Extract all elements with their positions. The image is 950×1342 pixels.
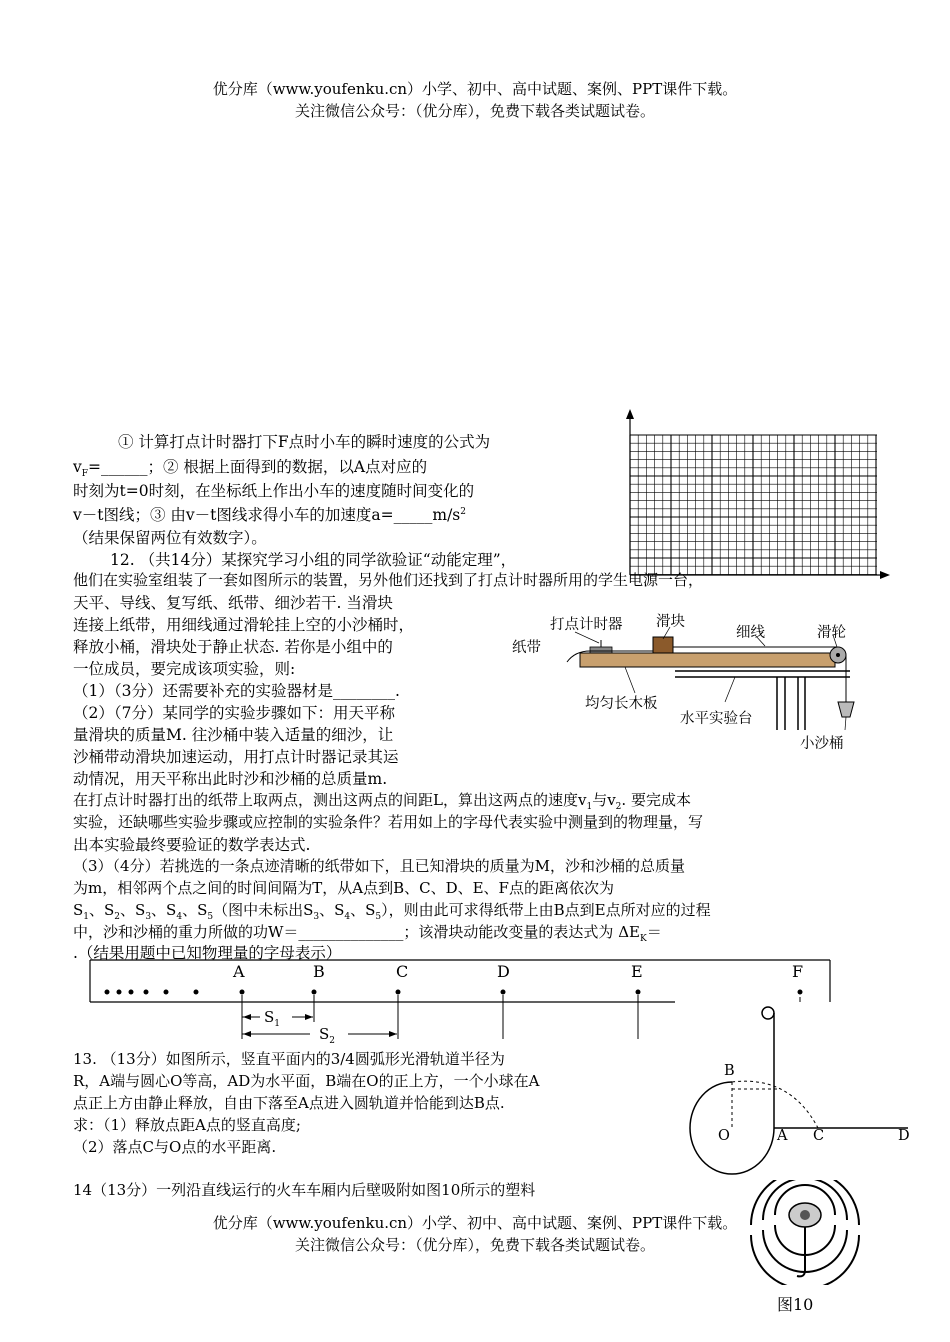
label-tape: 纸带 — [512, 640, 541, 656]
footer-line-1: 优分库（www.youfenku.cn）小学、初中、高中试题、案例、PPT课件下载。 — [212, 1214, 738, 1232]
tape-dot — [164, 990, 169, 995]
tape-label-e: E — [631, 962, 643, 981]
label-bucket: 小沙桶 — [800, 736, 844, 752]
fig13-label-a: A — [777, 1128, 788, 1144]
slider-block — [653, 637, 673, 653]
q12-line-8: （2）（7分）某同学的实验步骤如下：用天平称 — [73, 704, 395, 722]
fig13-label-d: D — [898, 1128, 910, 1144]
tape-dot — [117, 990, 122, 995]
tape-point-f — [798, 990, 803, 995]
label-table: 水平实验台 — [680, 711, 753, 727]
label-slider: 滑块 — [656, 614, 685, 630]
q13-line-2: R，A端与圆心O等高，AD为水平面，B端在O的正上方，一个小球在A — [73, 1072, 540, 1090]
tape-label-s2: $S_2$ — [319, 1025, 336, 1046]
tape-point-c — [396, 990, 401, 995]
tape-dot — [144, 990, 149, 995]
timer-device — [590, 647, 612, 653]
q13-line-5: （2）落点C与O点的水平距离. — [73, 1138, 277, 1156]
q12-line-13: 实验，还缺哪些实验步骤或应控制的实验条件？若用如上的字母代表实验中测量到的物理量，写 — [73, 813, 704, 831]
q11-line-4: v－t图线；③ 由v－t图线求得小车的加速度$a=\_\_\_\_\_m/s^2$ — [73, 506, 466, 524]
q14-line-1: 14（13分）一列沿直线运行的火车车厢内后壁吸附如图10所示的塑料 — [73, 1181, 536, 1199]
q12-line-19: .（结果用题中已知物理量的字母表示） — [73, 944, 342, 962]
fig10-label: 图10 — [777, 1295, 814, 1314]
label-timer: 打点计时器 — [550, 617, 623, 633]
circular-track-figure — [680, 1005, 920, 1175]
q12-line-14: 出本实验最终要验证的数学表达式. — [73, 836, 311, 854]
q12-line-3: 天平、导线、复写纸、纸带、细沙若干. 当滑块 — [73, 594, 393, 612]
tape-label-f: F — [792, 962, 804, 981]
trajectory — [732, 1081, 818, 1128]
footer-line-2: 关注微信公众号：（优分库），免费下载各类试题试卷。 — [294, 1236, 655, 1254]
fig13-label-b: B — [724, 1063, 735, 1079]
tape-label-s1: $S_1$ — [264, 1008, 281, 1029]
wooden-board — [580, 653, 835, 667]
q11-line-2: $v_F=\_\_\_\_\_\_$；② 根据上面得到的数据，以A点对应的 — [73, 458, 428, 480]
tape-dot — [194, 990, 199, 995]
header-line-2: 关注微信公众号：（优分库），免费下载各类试题试卷。 — [294, 102, 655, 120]
q12-line-4: 连接上纸带，用细线通过滑轮挂上空的小沙桶时， — [73, 616, 415, 634]
q12-line-2: 他们在实验室组装了一套如图所示的装置，另外他们还找到了打点计时器所用的学生电源一台， — [73, 571, 704, 589]
q11-line-5: （结果保留两位有效数字）。 — [73, 529, 267, 547]
tape-dot — [105, 990, 110, 995]
q11-line-3: 时刻为t=0时刻，在坐标纸上作出小车的速度随时间变化的 — [73, 482, 475, 500]
label-pulley: 滑轮 — [817, 625, 846, 641]
label-board: 均匀长木板 — [585, 696, 658, 712]
q12-line-10: 沙桶带动滑块加速运动，用打点计时器记录其运 — [73, 748, 399, 766]
q12-line-17: $S_1$、$S_2$、$S_3$、$S_4$、$S_5$（图中未标出$S_3$、$S_4$、$S_5$），则由此可求得纸带上由B点到E点所对应的过程 — [73, 901, 711, 922]
tape-dot — [129, 990, 134, 995]
tape-point-e — [636, 990, 641, 995]
tape-point-a — [240, 990, 245, 995]
q12-line-9: 量滑块的质量M. 往沙桶中装入适量的细沙，让 — [73, 726, 394, 744]
q13-line-3: 点正上方由静止释放，自由下落至A点进入圆轨道并恰能到达B点. — [73, 1094, 505, 1112]
q12-line-6: 一位成员，要完成该项实验，则: — [73, 660, 296, 678]
q13-line-1: 13. （13分）如图所示，竖直平面内的3/4圆弧形光滑轨道半径为 — [73, 1050, 505, 1068]
tape-label-c: C — [396, 962, 409, 981]
fig13-label-o: O — [718, 1128, 730, 1144]
tape-label-b: B — [313, 962, 325, 981]
q12-line-18: 中，沙和沙桶的重力所做的功W＝______________；该滑块动能改变量的表达式为 $\Delta E_K=$ — [73, 923, 662, 944]
header-line-1: 优分库（www.youfenku.cn）小学、初中、高中试题、案例、PPT课件下载。 — [212, 80, 738, 98]
y-axis-arrow — [626, 409, 634, 419]
q12-line-12: 在打点计时器打出的纸带上取两点，测出这两点的间距L，算出这两点的速度$v_1$与$v_2$. 要完成本 — [73, 791, 691, 812]
label-string: 细线 — [736, 625, 765, 641]
q12-line-15: （3）（4分）若挑选的一条点迹清晰的纸带如下，且已知滑块的质量为M，沙和沙桶的总质量 — [73, 857, 685, 875]
q12-line-16: 为m，相邻两个点之间的时间间隔为T，从A点到B、C、D、E、F点的距离依次为 — [73, 879, 614, 897]
ball — [762, 1007, 774, 1019]
tape-label-d: D — [497, 962, 510, 981]
q13-line-4: 求：（1）释放点距A点的竖直高度; — [73, 1116, 301, 1134]
q12-line-5: 释放小桶，滑块处于静止状态. 若你是小组中的 — [73, 638, 393, 656]
q12-line-1: 12. （共14分）某探究学习小组的同学欲验证“动能定理”， — [110, 551, 517, 569]
q12-line-11: 动情况，用天平称出此时沙和沙桶的总质量m. — [73, 770, 388, 788]
tape-label-a: A — [233, 962, 245, 981]
q12-line-7: （1）（3分）还需要补充的实验器材是________. — [73, 682, 400, 700]
fig13-label-c: C — [813, 1128, 825, 1144]
tape-point-b — [312, 990, 317, 995]
graph-paper — [615, 405, 895, 590]
tape-point-d — [501, 990, 506, 995]
q11-line-1: ① 计算打点计时器打下F点时小车的瞬时速度的公式为 — [118, 433, 491, 451]
sand-bucket — [838, 702, 854, 717]
x-axis-arrow — [880, 571, 890, 579]
